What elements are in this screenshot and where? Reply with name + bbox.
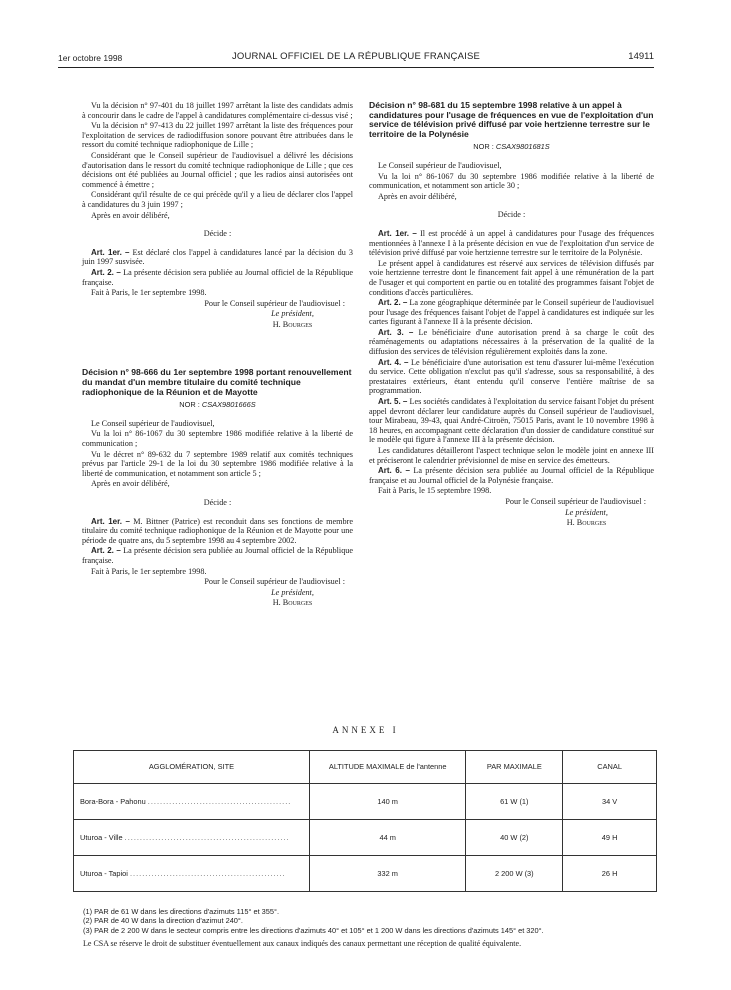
table-footnotes [83,907,663,935]
paragraph: Vu la décision n° 97-413 du 22 juillet 1997 arrêtant la liste des fréquences pour l'exploitation de services de radiodiffusion sonore pouvant être attribuées dans le ressort du comité technique radiophonique de Lille ; [82,121,353,150]
decide-heading: Décide : [203,498,232,507]
header-rule [58,67,654,68]
table-header-row [74,751,657,784]
paragraph: Vu la loi n° 86-1067 du 30 septembre 1986 modifiée relative à la liberté de communication, et notamment son article 30 ; [369,171,654,191]
article [82,517,353,546]
article-label: Art. 3. – [378,327,414,337]
paragraph: Considérant que le Conseil supérieur de l'audiovisuel a délivré les décisions d'autorisation dans le ressort du comité technique radiophonique de Lille ; que ces décisions ont été publiées au Journal officiel ; que les radios ainsi autorisées ont commencé à émettre ; [82,150,353,189]
article-text: Le bénéficiaire d'une autorisation prend à sa charge le coût des réaménagements ou adaptations nécessaires à la préservation de la qualité de la diffusion des services de télévision régulièrement exploités dans la zone. [369,327,655,357]
article-label: Art. 1er. – [378,228,417,238]
paragraph: Considérant qu'il résulte de ce qui précède qu'il y a lieu de déclarer clos l'appel à candidatures du 3 juin 1997 ; [82,190,353,209]
table-row [74,784,657,820]
paragraph: Après en avoir délibéré, [91,210,170,220]
signature-date: Fait à Paris, le 1er septembre 1998. [91,566,207,576]
signature-name: H. Bourges [272,598,313,608]
nor-reference [369,142,654,152]
header-journal-title: JOURNAL OFFICIEL DE LA RÉPUBLIQUE FRANÇAISE [231,51,481,62]
signature-name: H. Bourges [272,319,313,329]
article-label: Art. 1er. – [91,516,130,526]
table-row [74,820,657,856]
article [369,466,654,485]
altitude-cell: 140 m [309,784,466,820]
article-text: La présente décision sera publiée au Journal officiel de la République française. [82,546,354,565]
signature-for: Pour le Conseil supérieur de l'audiovisuel : [505,496,646,506]
article [82,268,353,287]
article-label: Art. 5. – [378,397,408,407]
article-text: Est déclaré clos l'appel à candidatures lancé par la décision du 3 juin 1997 susvisée. [82,247,353,267]
par-cell: 40 W (2) [466,820,563,856]
paragraph: Vu la décision n° 97-401 du 18 juillet 1997 arrêtant la liste des candidats admis à concourir dans le cadre de l'appel à candidatures complémentaire ci-dessus visé ; [82,101,353,120]
paragraph: Le Conseil supérieur de l'audiovisuel, [378,160,502,170]
par-cell: 2 200 W (3) [466,856,563,892]
article-label: Art. 2. – [91,267,121,277]
right-column [369,101,654,529]
site-cell: Uturoa - Ville ...................................................... [74,820,310,856]
signature-role: Le président, [271,309,314,319]
nor-code: CSAX9801681S [495,142,550,152]
left-column [82,101,353,609]
paragraph: Vu le décret n° 89-632 du 7 septembre 1989 relatif aux comités techniques prévus par l'article 29-1 de la loi du 30 septembre 1986 modifiée relative à la liberté de communication, et notamment son article 5 ; [82,449,353,478]
article-text: Il est procédé à un appel à candidatures pour l'usage des fréquences mentionnées à l'annexe I à la présente décision en vue de l'exploitation d'un service de télévision privé diffusé par voie hertzienne terrestre sur le territoire de la Polynésie. [369,228,654,258]
article-label: Art. 2. – [91,546,121,556]
decide-heading: Décide : [497,210,526,220]
article-text: Le bénéficiaire d'une autorisation est tenu d'assurer lui-même l'exécution du service. Cette obligation n'exclut pas qu'il s'adresse, sous sa responsabilité, à des prestataires extérieurs, étant entendu qu'il conserve l'entière maîtrise de sa programmation. [369,357,654,396]
header-page-number: 14911 [628,51,654,62]
article-label: Art. 4. – [378,357,409,367]
table-row [74,856,657,892]
frequency-table [73,750,657,892]
article [82,248,353,267]
article [369,358,654,396]
csa-note: Le CSA se réserve le droit de substituer éventuellement aux canaux indiqués des canaux permettant une réception de qualité équivalente. [83,939,522,948]
signature-role: Le président, [565,507,608,517]
article-text: La présente décision sera publiée au Journal officiel de la République française et au Journal officiel de la Polynésie française. [369,466,655,485]
decision-title: Décision n° 98-666 du 1er septembre 1998 portant renouvellement du mandat d'un membre titulaire du comité technique radiophonique de la Réunion et de Mayotte [82,367,352,397]
paragraph: Vu la loi n° 86-1067 du 30 septembre 1986 modifiée relative à la liberté de communication ; [82,429,353,449]
signature-for: Pour le Conseil supérieur de l'audiovisuel : [204,577,345,587]
article-text: La présente décision sera publiée au Journal officiel de la République française. [82,267,354,287]
par-cell: 61 W (1) [466,784,563,820]
site-cell: Uturoa - Tapioi ................................................... [74,856,310,892]
page-header [58,51,654,65]
site-cell: Bora-Bora - Pahonu ............................................... [74,784,310,820]
article-text: La zone géographique déterminée par le Conseil supérieur de l'audiovisuel pour l'usage des fréquences faisant l'objet de l'appel à candidatures est indiquée sur les cartes figurant à l'annexe II à la présente décision. [369,298,655,327]
article-text: Les sociétés candidates à l'exploitation du service faisant l'objet du présent appel devront déclarer leur candidature auprès du Conseil supérieur de l'audiovisuel, tour Mirabeau, 39-43, quai André-Citroën, 75015 Paris, avant le 10 novembre 1998 à 18 heures, en accompagnant cette déclaration d'un dossier de candidature constitué sur le modèle qui figure à l'annexe III à la présente décision. [369,397,654,445]
article [369,397,654,445]
paragraph: Les candidatures détailleront l'aspect technique selon le modèle joint en annexe III et préciseront le calendrier prévisionnel de mise en service des émetteurs. [369,446,654,465]
signature-role: Le président, [271,587,314,597]
canal-cell: 49 H [563,820,657,856]
nor-label: NOR : [473,142,494,152]
signature-date: Fait à Paris, le 1er septembre 1998. [91,288,207,298]
nor-reference [82,400,353,410]
article [369,328,654,357]
article [369,298,654,327]
column-header: AGGLOMÉRATION, SITE [74,751,310,784]
decision-title: Décision n° 98-681 du 15 septembre 1998 relative à un appel à candidatures pour l'usage de fréquences en vue de l'exploitation d'un service de télévision privé diffusé par voie hertzienne terrestre sur le territoire de la Polynésie [369,100,654,139]
article-label: Art. 6. – [378,466,410,476]
signature-for: Pour le Conseil supérieur de l'audiovisuel : [204,298,345,308]
paragraph: Après en avoir délibéré, [91,479,170,489]
paragraph: Le présent appel à candidatures est réservé aux services de télévision diffusés par voie hertzienne terrestre dont le financement fait appel à une rémunération de la part de l'usager et qui comportent en partie ou en totalité des programmes faisant l'objet de conditions d'accès particulières. [369,258,654,297]
header-date: 1er octobre 1998 [58,53,123,63]
column-header: CANAL [563,751,657,784]
altitude-cell: 332 m [309,856,466,892]
signature-date: Fait à Paris, le 15 septembre 1998. [378,486,492,496]
canal-cell: 26 H [563,856,657,892]
article-label: Art. 1er. – [91,247,130,257]
footnote: (1) PAR de 61 W dans les directions d'azimuts 115° et 355°. [83,907,280,916]
column-header: ALTITUDE MAXIMALE de l'antenne [309,751,466,784]
footnote: (3) PAR de 2 200 W dans le secteur compris entre les directions d'azimuts 40° et 105° et 1 200 W dans les directions d'azimuts 145° et 320°. [83,925,544,935]
nor-label: NOR : [179,400,200,410]
paragraph: Après en avoir délibéré, [378,191,457,201]
annexe-title: ANNEXE I [332,725,399,735]
paragraph: Le Conseil supérieur de l'audiovisuel, [91,418,215,428]
altitude-cell: 44 m [309,820,466,856]
article-text: M. Bittner (Patrice) est reconduit dans ses fonctions de membre titulaire du comité technique radiophonique de la Réunion et de Mayotte pour une période de quatre ans, du 5 septembre 1998 au 4 septembre 2002. [82,516,354,545]
article-label: Art. 2. – [378,298,408,308]
article [82,546,353,565]
nor-code: CSAX9801666S [201,400,256,410]
signature-name: H. Bourges [566,518,607,528]
article [369,229,654,258]
column-header: PAR MAXIMALE [466,751,563,784]
canal-cell: 34 V [563,784,657,820]
footnote: (2) PAR de 40 W dans la direction d'azimut 240°. [83,916,243,926]
decide-heading: Décide : [203,229,232,239]
